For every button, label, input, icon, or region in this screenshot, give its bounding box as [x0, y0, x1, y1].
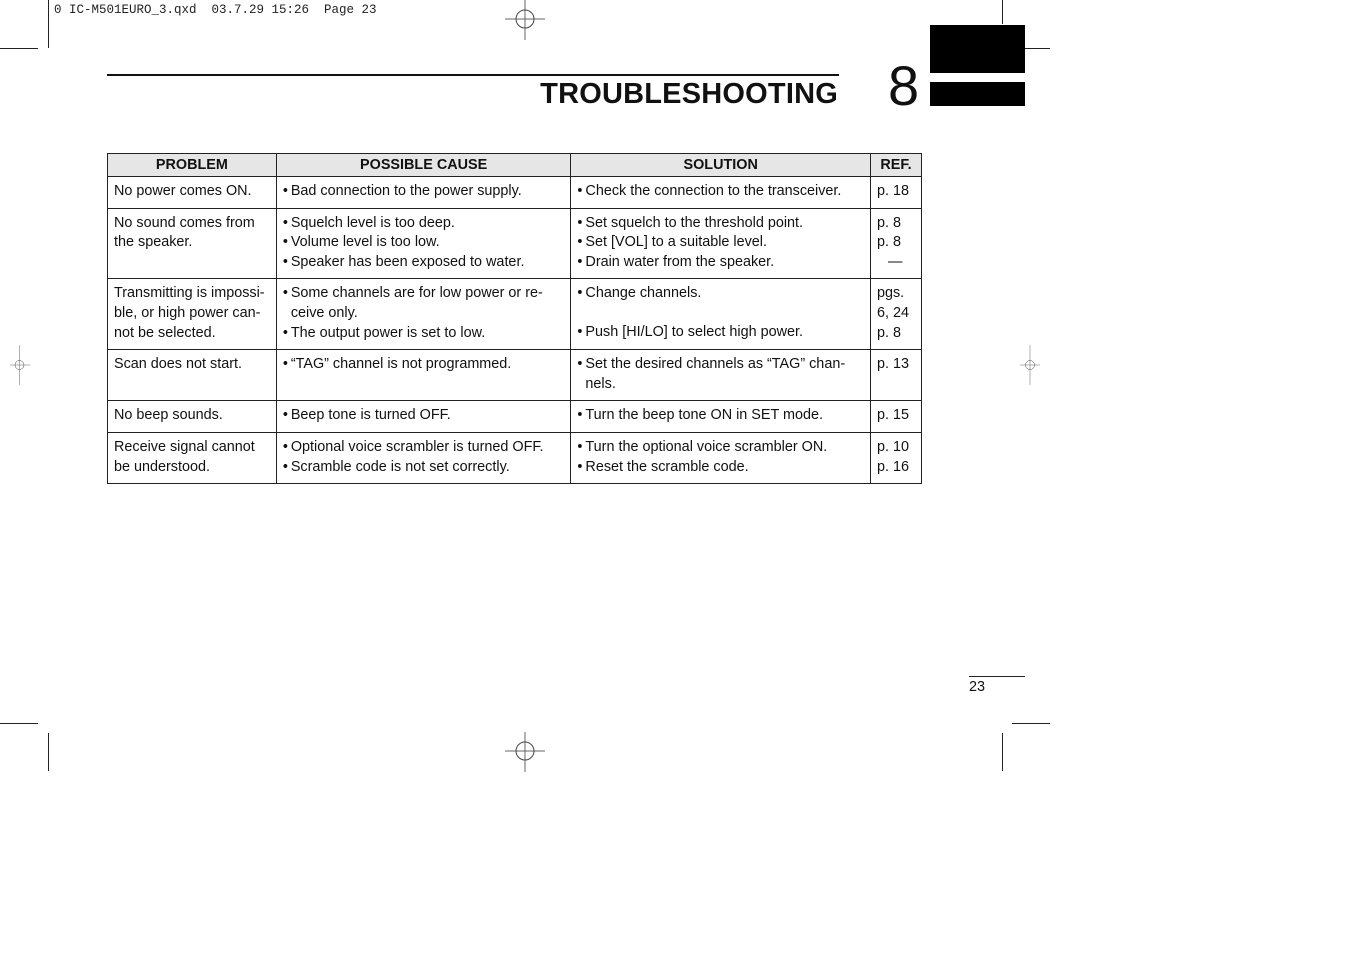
cause-item: • Scramble code is not set correctly. [283, 458, 565, 478]
ref-item: p. 13 [876, 356, 909, 373]
ref-cell [870, 177, 921, 209]
printer-slug: 0 IC-M501EURO_3.qxd 03.7.29 15:26 Page 23 [54, 3, 377, 17]
ref-item: p. 10 [876, 438, 909, 455]
ref-cell [870, 208, 921, 279]
cause-item: • The output power is set to low. [283, 324, 565, 344]
table-header-row [108, 154, 922, 177]
solution-item: • Set [VOL] to a suitable level. [577, 233, 864, 253]
cause-cell [276, 279, 571, 350]
cause-item: • Optional voice scrambler is turned OFF. [283, 438, 565, 458]
header-solution: SOLUTION [571, 154, 871, 177]
ref-cell [870, 432, 921, 483]
ref-item: p. 8 [876, 324, 901, 341]
table-row [108, 279, 922, 350]
solution-item: • Set the desired channels as “TAG” chan- nels. [577, 355, 864, 394]
page-title: TROUBLESHOOTING [540, 78, 838, 110]
cause-cell [276, 350, 571, 401]
table-row [108, 350, 922, 401]
solution-item: • Set squelch to the threshold point. [577, 214, 864, 234]
solution-item: • Change channels. [577, 284, 864, 323]
table-row [108, 208, 922, 279]
registration-mark-icon [0, 345, 40, 385]
solution-item: • Turn the optional voice scrambler ON. [577, 438, 864, 458]
chapter-tab-lower [930, 82, 1025, 106]
cause-cell [276, 432, 571, 483]
title-rule [107, 74, 839, 76]
problem-cell: Scan does not start. [108, 350, 277, 401]
problem-cell: No power comes ON. [108, 177, 277, 209]
table-row [108, 177, 922, 209]
ref-item: p. 8 [876, 214, 901, 231]
chapter-number: 8 [888, 54, 920, 117]
solution-item: • Reset the scramble code. [577, 458, 864, 478]
ref-item: p. 8 [876, 234, 901, 251]
cause-item: • Beep tone is turned OFF. [283, 406, 565, 426]
cause-cell [276, 177, 571, 209]
solution-item: • Turn the beep tone ON in SET mode. [577, 406, 864, 426]
troubleshooting-table [107, 153, 922, 484]
page-number-rule [969, 676, 1025, 677]
cause-cell [276, 208, 571, 279]
cause-item: • Speaker has been exposed to water. [283, 253, 565, 273]
solution-cell [571, 177, 871, 209]
solution-cell [571, 279, 871, 350]
registration-mark-icon [505, 732, 545, 772]
ref-item: p. 18 [876, 183, 909, 199]
page-number: 23 [969, 679, 986, 695]
solution-cell [571, 350, 871, 401]
cause-item: • Volume level is too low. [283, 233, 565, 253]
problem-cell: Transmitting is impossi- ble, or high power can- not be selected. [108, 279, 277, 350]
ref-item: — [887, 253, 903, 270]
ref-cell [870, 350, 921, 401]
header-problem: PROBLEM [108, 154, 277, 177]
ref-cell [870, 401, 921, 433]
registration-mark-icon [1010, 345, 1050, 385]
solution-item: • Drain water from the speaker. [577, 253, 864, 273]
header-ref: REF. [870, 154, 921, 177]
cause-cell [276, 401, 571, 433]
problem-cell: Receive signal cannot be understood. [108, 432, 277, 483]
solution-cell [571, 432, 871, 483]
problem-cell: No sound comes from the speaker. [108, 208, 277, 279]
ref-cell [870, 279, 921, 350]
registration-mark-icon [505, 0, 545, 40]
ref-item: pgs. 6, 24 [876, 285, 909, 321]
solution-item: • Push [HI/LO] to select high power. [577, 323, 864, 343]
solution-cell [571, 401, 871, 433]
ref-item: p. 16 [876, 458, 909, 475]
solution-item: • Check the connection to the transceiver. [577, 182, 864, 202]
cause-item: • “TAG” channel is not programmed. [283, 355, 565, 375]
table-row [108, 401, 922, 433]
header-possible-cause: POSSIBLE CAUSE [276, 154, 571, 177]
table-row [108, 432, 922, 483]
chapter-tab [930, 25, 1025, 73]
ref-item: p. 15 [876, 407, 909, 424]
cause-item: • Bad connection to the power supply. [283, 182, 565, 202]
problem-cell: No beep sounds. [108, 401, 277, 433]
cause-item: • Some channels are for low power or re- ceive only. [283, 284, 565, 323]
solution-cell [571, 208, 871, 279]
cause-item: • Squelch level is too deep. [283, 214, 565, 234]
